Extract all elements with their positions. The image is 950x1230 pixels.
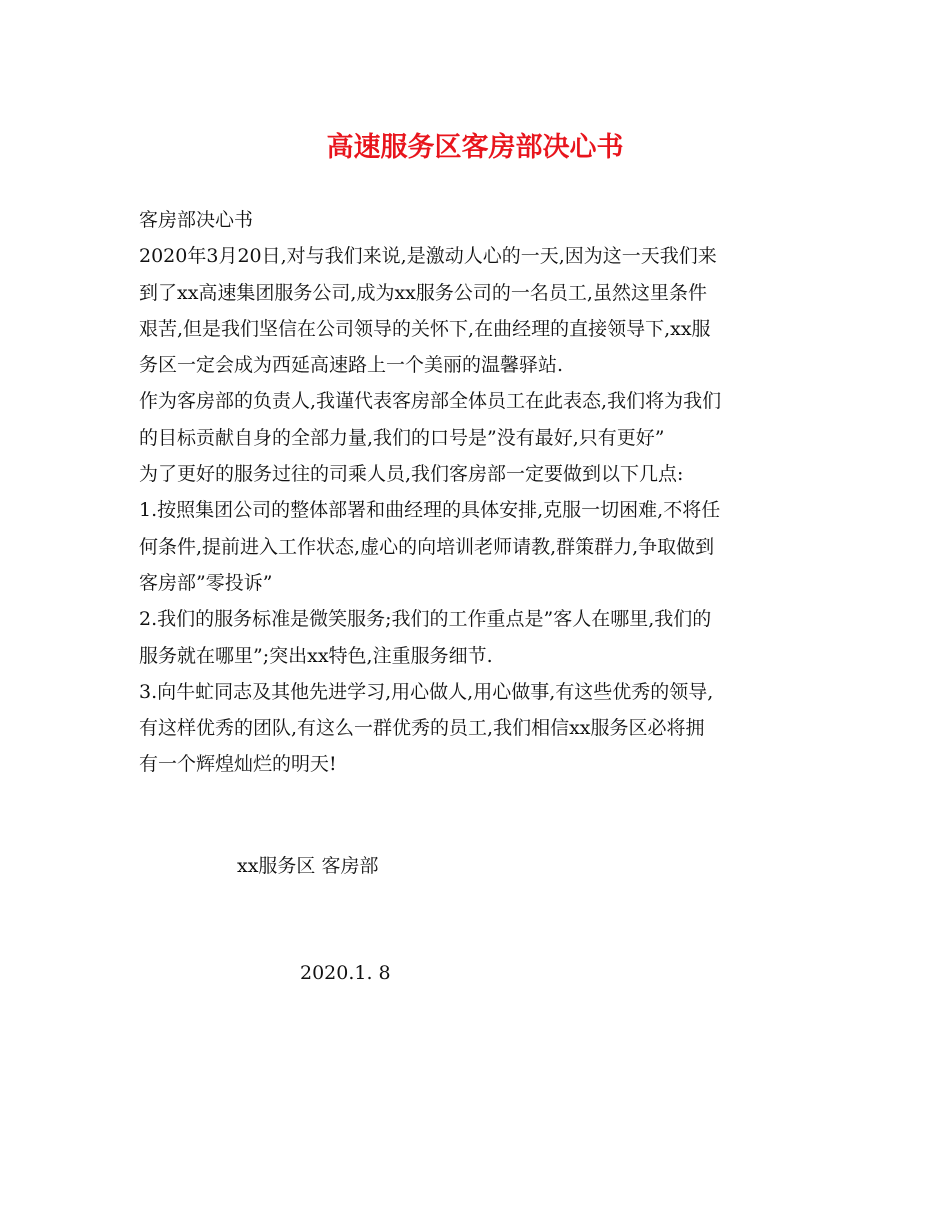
body-line: 作为客房部的负责人,我谨代表客房部全体员工在此表态,我们将为我们 [139, 390, 722, 413]
body-line: 客房部”零投诉” [139, 571, 273, 594]
body-line: 务区一定会成为西延高速路上一个美丽的温馨驿站. [139, 354, 564, 377]
body-line: 为了更好的服务过往的司乘人员,我们客房部一定要做到以下几点: [139, 463, 684, 486]
body-line: 1.按照集团公司的整体部署和曲经理的具体安排,克服一切困难,不将任 [139, 499, 721, 522]
body-line: 有一个辉煌灿烂的明天! [139, 753, 337, 776]
body-line: 艰苦,但是我们坚信在公司领导的关怀下,在曲经理的直接领导下,xx服 [139, 317, 711, 340]
body-line: 到了xx高速集团服务公司,成为xx服务公司的一名员工,虽然这里条件 [139, 281, 707, 304]
body-line: 2.我们的服务标准是微笑服务;我们的工作重点是”客人在哪里,我们的 [139, 608, 712, 631]
body-line: 客房部决心书 [139, 209, 254, 231]
document-body [139, 202, 819, 783]
document-title: 高速服务区客房部决心书 [326, 132, 624, 163]
body-line: 3.向牛虻同志及其他先进学习,用心做人,用心做事,有这些优秀的领导, [139, 680, 714, 703]
body-line: 服务就在哪里”;突出xx特色,注重服务细节. [139, 644, 493, 667]
signature-department: xx服务区 客房部 [237, 855, 379, 877]
body-line: 何条件,提前进入工作状态,虚心的向培训老师请教,群策群力,争取做到 [139, 535, 715, 558]
signature-date: 2020.1. 8 [300, 962, 391, 984]
body-line: 2020年3月20日,对与我们来说,是激动人心的一天,因为这一天我们来 [139, 245, 717, 268]
body-line: 的目标贡献自身的全部力量,我们的口号是”没有最好,只有更好” [139, 426, 665, 449]
body-line: 有这样优秀的团队,有这么一群优秀的员工,我们相信xx服务区必将拥 [139, 717, 705, 740]
